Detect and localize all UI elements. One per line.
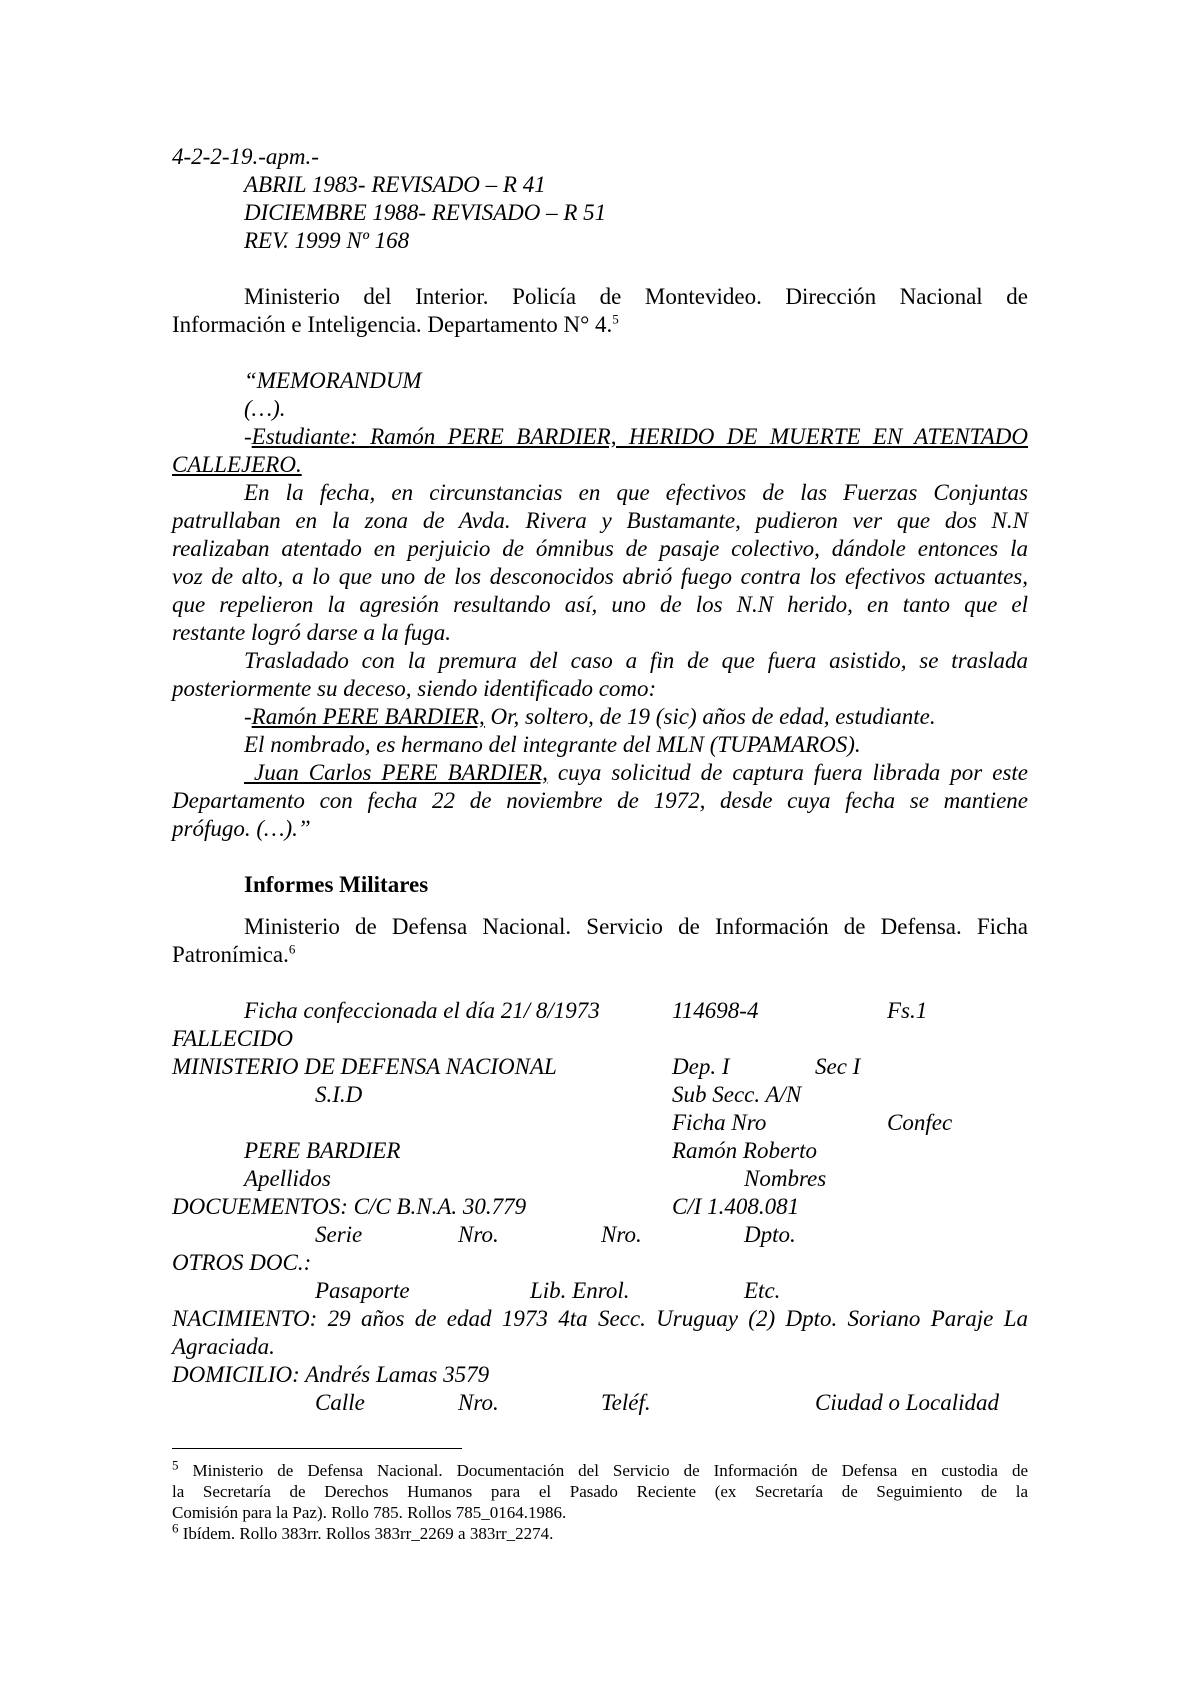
ficha-birth-line-2: Agraciada.: [172, 1334, 275, 1359]
ficha-ministry: MINISTERIO DE DEFENSA NACIONAL: [172, 1054, 557, 1079]
ficha-nombres-label: Nombres: [744, 1166, 827, 1191]
ficha-ciudad-label: Ciudad o Localidad: [815, 1390, 1000, 1415]
footnote-6: $^6$ Ibídem. Rollo 383rr. Rollos 383rr_2269 a 383rr_2274.: [172, 1520, 554, 1543]
ficha-nro-label-3: Nro.: [458, 1390, 499, 1415]
ficha-subsecc: Sub Secc. A/N: [672, 1082, 802, 1107]
footnote-5-line-3: Comisión para la Paz). Rollo 785. Rollos 785_0164.1986.: [172, 1503, 567, 1522]
memo-ellipsis: (…).: [244, 396, 286, 421]
memo-brother-line: El nombrado, es hermano del integrante del MLN (TUPAMAROS).: [244, 732, 861, 757]
memo-identified: -Ramón PERE BARDIER, Or, soltero, de 19 (sic) años de edad, estudiante.: [244, 704, 936, 729]
memo-heading-line-1: -Estudiante: Ramón PERE BARDIER, HERIDO DE MUERTE EN ATENTADO: [244, 424, 1028, 449]
ficha-sid: S.I.D: [315, 1082, 363, 1107]
revision-line-3: REV. 1999 Nº 168: [244, 228, 410, 253]
ficha-surname: PERE BARDIER: [244, 1138, 401, 1163]
footnote-5-line-2: la Secretaría de Derechos Humanos para el Pasado Reciente (ex Secretaría de Seguimiento de la: [172, 1482, 1028, 1501]
ficha-documents: DOCUEMENTOS: C/C B.N.A. 30.779: [172, 1194, 527, 1219]
military-line-1: Ministerio de Defensa Nacional. Servicio de Información de Defensa. Ficha: [244, 914, 1028, 939]
footnote-5-line-1: $^5$ Ministerio de Defensa Nacional. Documentación del Servicio de Información de Defensa en custodia de: [172, 1457, 1028, 1480]
ficha-number: 114698-4: [672, 998, 759, 1023]
ficha-serie-label: Serie: [315, 1222, 363, 1247]
memo-p1-line-4: voz de alto, a lo que uno de los desconocidos abrió fuego contra los efectivos actuantes,: [172, 564, 1028, 589]
ficha-dep: Dep. I: [672, 1054, 730, 1079]
footnote-ref-6: 6: [288, 941, 296, 957]
memo-heading-line-2: CALLEJERO.: [172, 452, 302, 477]
ficha-domicilio: DOMICILIO: Andrés Lamas 3579: [172, 1362, 490, 1387]
military-line-2: Patronímica.$^6$: [172, 941, 296, 967]
ficha-pasaporte-label: Pasaporte: [315, 1278, 410, 1303]
ficha-nro-label-2: Nro.: [601, 1222, 642, 1247]
intro-line-2: Información e Inteligencia. Departamento N° 4.$^5$: [172, 311, 619, 337]
intro-line-1: Ministerio del Interior. Policía de Montevideo. Dirección Nacional de: [244, 284, 1028, 309]
ficha-otros-doc: OTROS DOC.:: [172, 1250, 312, 1275]
ficha-birth-line-1: NACIMIENTO: 29 años de edad 1973 4ta Secc. Uruguay (2) Dpto. Soriano Paraje La: [172, 1306, 1028, 1331]
revision-line-1: ABRIL 1983- REVISADO – R 41: [244, 172, 546, 197]
memo-p3-line-3: prófugo. (…).”: [172, 816, 311, 841]
ficha-etc-label: Etc.: [744, 1278, 781, 1303]
memo-p2-line-2: posteriormente su deceso, siendo identificado como:: [172, 676, 657, 701]
ficha-lib-enrol-label: Lib. Enrol.: [530, 1278, 630, 1303]
ficha-nro-label: Ficha Nro: [672, 1110, 767, 1135]
ficha-apellidos-label: Apellidos: [244, 1166, 331, 1191]
ficha-confec-label: Confec: [887, 1110, 953, 1135]
memo-p1-line-5: que repelieron la agresión resultando así, uno de los N.N herido, en tanto que el: [172, 592, 1028, 617]
header-code: 4-2-2-19.-apm.-: [172, 144, 319, 169]
ficha-telef-label: Teléf.: [601, 1390, 651, 1415]
footnote-separator: [172, 1448, 462, 1449]
ficha-sec: Sec I: [815, 1054, 861, 1079]
memo-p3-line-1: Juan Carlos PERE BARDIER, cuya solicitud de captura fuera librada por este: [244, 760, 1028, 785]
ficha-nro-label-1: Nro.: [458, 1222, 499, 1247]
ficha-dpto-label: Dpto.: [744, 1222, 796, 1247]
ficha-status: FALLECIDO: [172, 1026, 293, 1051]
ficha-fs: Fs.1: [887, 998, 928, 1023]
ficha-ci: C/I 1.408.081: [672, 1194, 800, 1219]
footnote-ref-5: 5: [612, 311, 619, 327]
ficha-given-names: Ramón Roberto: [672, 1138, 818, 1163]
section-heading-military: Informes Militares: [244, 872, 429, 897]
ficha-date: Ficha confeccionada el día 21/ 8/1973: [244, 998, 600, 1023]
memo-title: “MEMORANDUM: [244, 368, 422, 393]
memo-p2-line-1: Trasladado con la premura del caso a fin de que fuera asistido, se traslada: [244, 648, 1028, 673]
memo-p1-line-1: En la fecha, en circunstancias en que efectivos de las Fuerzas Conjuntas: [244, 480, 1028, 505]
revision-line-2: DICIEMBRE 1988- REVISADO – R 51: [244, 200, 607, 225]
memo-p3-line-2: Departamento con fecha 22 de noviembre de 1972, desde cuya fecha se mantiene: [172, 788, 1028, 813]
ficha-calle-label: Calle: [315, 1390, 365, 1415]
memo-p1-line-6: restante logró darse a la fuga.: [172, 620, 451, 645]
memo-p1-line-3: realizaban atentado en perjuicio de ómnibus de pasaje colectivo, dándole entonces la: [172, 536, 1028, 561]
memo-p1-line-2: patrullaban en la zona de Avda. Rivera y Bustamante, pudieron ver que dos N.N: [172, 508, 1028, 533]
